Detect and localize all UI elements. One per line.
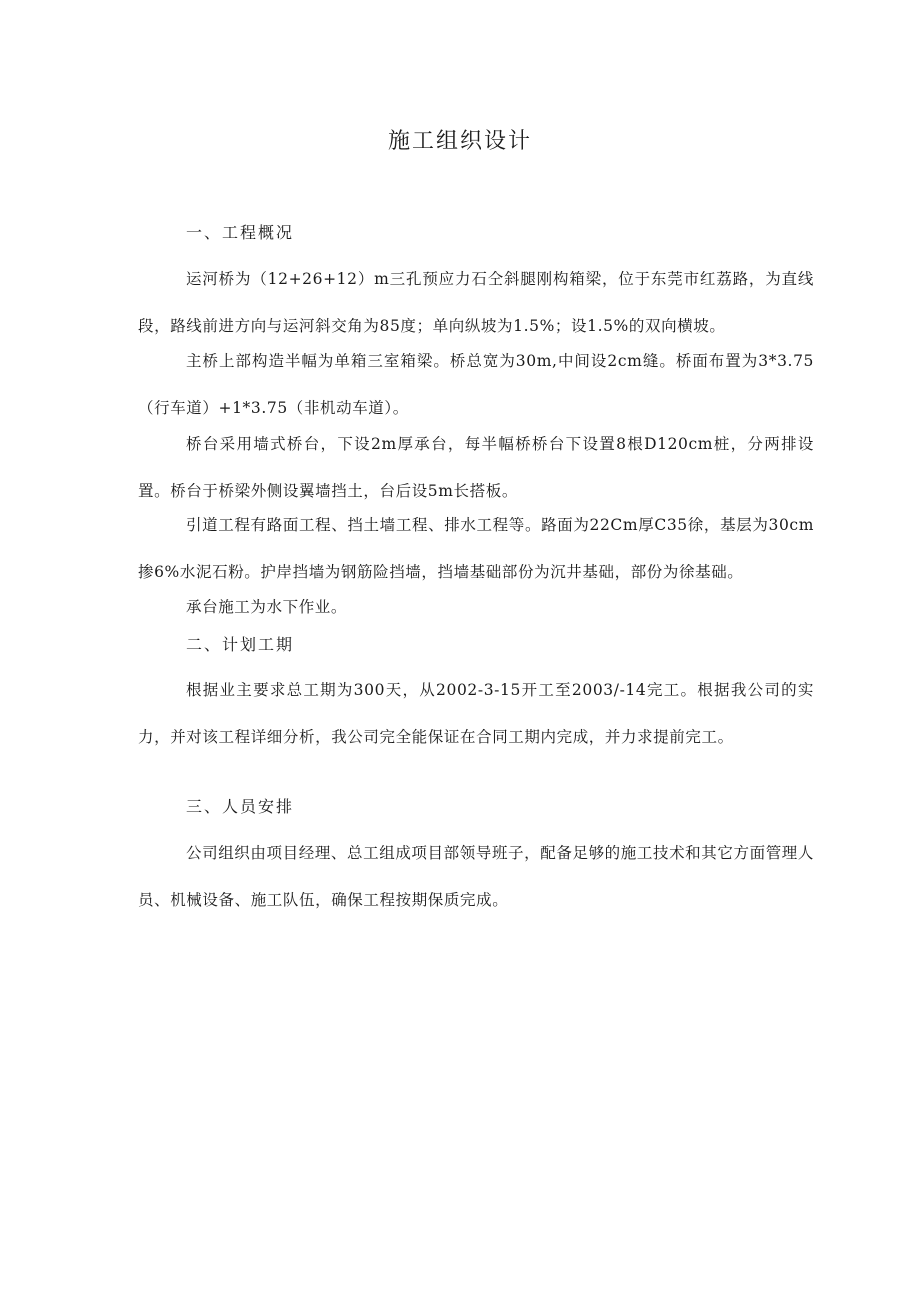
paragraph: 承台施工为水下作业。 <box>186 598 348 616</box>
paragraph: 桥台采用墙式桥台，下设2m厚承台，每半幅桥桥台下设置8根D120cm桩，分两排设置。桥台于桥梁外侧设翼墙挡土，台后设5m长搭板。 <box>138 435 814 500</box>
section-heading-staffing: 三、人员安排 <box>186 797 295 816</box>
paragraph: 根据业主要求总工期为300天，从2002-3-15开工至2003/-14完工。根据我公司的实力，并对该工程详细分析，我公司完全能保证在合同工期内完成，并力求提前完工。 <box>138 681 814 746</box>
paragraph: 公司组织由项目经理、总工组成项目部领导班子，配备足够的施工技术和其它方面管理人员、机械设备、施工队伍，确保工程按期保质完成。 <box>138 844 814 909</box>
paragraph: 运河桥为（12+26+12）m三孔预应力石仝斜腿刚构箱梁，位于东莞市红荔路，为直线段，路线前进方向与运河斜交角为85度；单向纵坡为1.5%；设1.5%的双向横坡。 <box>138 270 814 335</box>
page-title: 施工组织设计 <box>387 129 532 154</box>
section-heading-overview: 一、工程概况 <box>186 223 295 242</box>
paragraph: 主桥上部构造半幅为单箱三室箱梁。桥总宽为30m,中间设2cm缝。桥面布置为3*3.75（行车道）+1*3.75（非机动车道）。 <box>138 352 814 417</box>
paragraph: 引道工程有路面工程、挡土墙工程、排水工程等。路面为22Cm厚C35徐，基层为30cm掺6%水泥石粉。护岸挡墙为钢筋险挡墙，挡墙基础部份为沉井基础，部份为徐基础。 <box>138 516 814 581</box>
section-heading-schedule: 二、计划工期 <box>186 635 295 654</box>
